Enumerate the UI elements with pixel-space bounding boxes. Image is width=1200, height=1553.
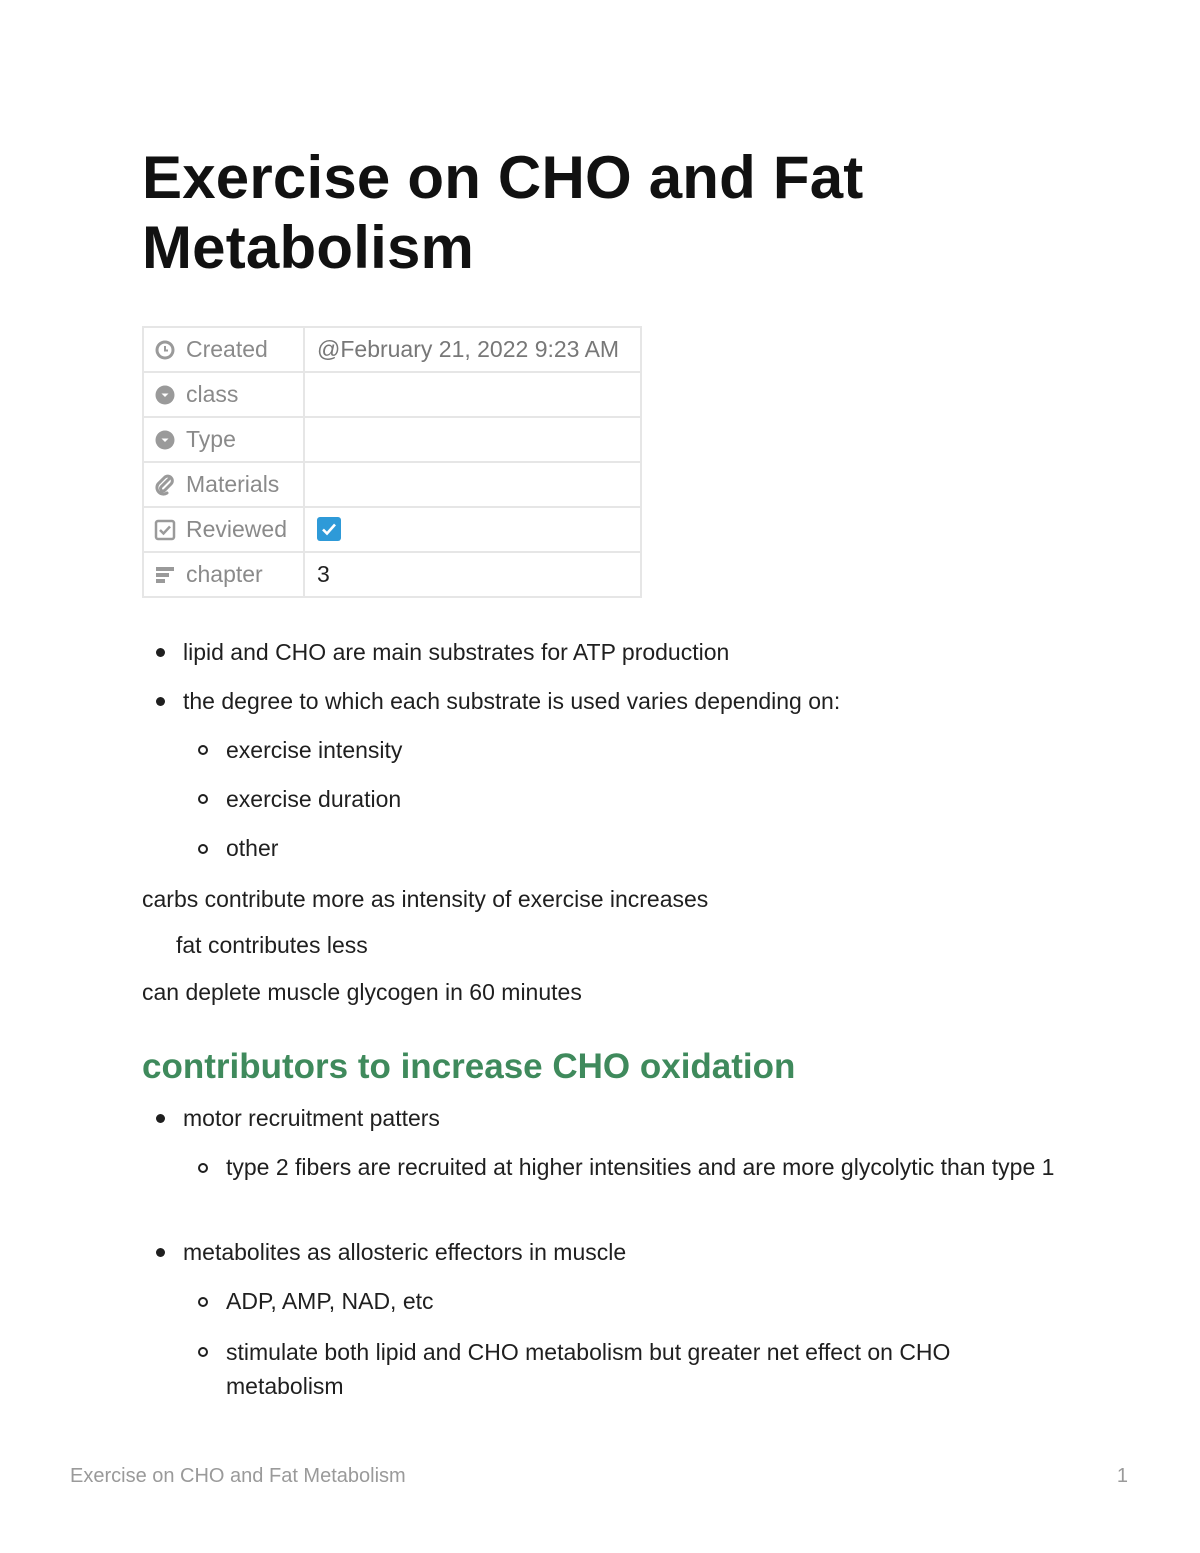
footer-title: Exercise on CHO and Fat Metabolism [70, 1465, 406, 1487]
page-number: 1 [1116, 1465, 1128, 1487]
bullet-ring [198, 844, 208, 854]
property-row-chapter [143, 552, 641, 597]
properties-table [142, 326, 642, 598]
list-item: type 2 fibers are recruited at higher intensities and are more glycolytic than type 1 [226, 1154, 1055, 1180]
bullet-ring [198, 1163, 208, 1173]
select-icon [154, 429, 176, 451]
property-key-label: class [186, 381, 239, 407]
list-item: stimulate both lipid and CHO metabolism but greater net effect on CHO metabolism [226, 1339, 951, 1399]
paragraph: carbs contribute more as intensity of exercise increases [142, 886, 709, 912]
property-row-created [143, 327, 641, 372]
text-lines-icon [154, 564, 176, 586]
property-key [143, 507, 304, 552]
property-row-reviewed [143, 507, 641, 552]
select-icon [154, 384, 176, 406]
list-item: exercise intensity [226, 737, 403, 763]
property-row-class [143, 372, 641, 417]
bullet-dot [156, 697, 165, 706]
property-value[interactable] [304, 417, 641, 462]
property-key-label: chapter [186, 561, 263, 587]
property-value[interactable] [304, 462, 641, 507]
clock-icon [154, 339, 176, 361]
property-value [304, 507, 641, 552]
property-row-materials [143, 462, 641, 507]
bullet-ring [198, 745, 208, 755]
list-item: metabolites as allosteric effectors in muscle [183, 1239, 627, 1265]
property-row-type [143, 417, 641, 462]
bullet-ring [198, 1347, 208, 1357]
bullet-dot [156, 1248, 165, 1257]
reviewed-checkbox[interactable] [317, 517, 341, 541]
list-item: ADP, AMP, NAD, etc [226, 1288, 434, 1314]
paperclip-icon [154, 474, 176, 496]
paragraph: can deplete muscle glycogen in 60 minutes [142, 979, 582, 1005]
property-key [143, 552, 304, 597]
bullet-dot [156, 648, 165, 657]
checkbox-icon [154, 519, 176, 541]
list-item: exercise duration [226, 786, 402, 812]
property-key [143, 327, 304, 372]
property-value[interactable]: 3 [304, 552, 641, 597]
property-key-label: Materials [186, 471, 280, 497]
property-key-label: Reviewed [186, 516, 287, 542]
section-heading: contributors to increase CHO oxidation [142, 1047, 796, 1086]
bullet-ring [198, 1297, 208, 1307]
list-item: the degree to which each substrate is used varies depending on: [183, 688, 841, 714]
list-item: lipid and CHO are main substrates for ATP production [183, 639, 730, 665]
property-key-label: Created [186, 336, 268, 362]
bullet-ring [198, 794, 208, 804]
list-item: other [226, 835, 279, 861]
property-key [143, 462, 304, 507]
list-item: motor recruitment patters [183, 1105, 440, 1131]
property-value[interactable]: @February 21, 2022 9:23 AM [304, 327, 641, 372]
bullet-dot [156, 1114, 165, 1123]
property-key [143, 417, 304, 462]
property-value[interactable] [304, 372, 641, 417]
paragraph: fat contributes less [176, 932, 368, 958]
property-key [143, 372, 304, 417]
property-key-label: Type [186, 426, 236, 452]
page-title: Exercise on CHO and Fat Metabolism [142, 144, 864, 281]
